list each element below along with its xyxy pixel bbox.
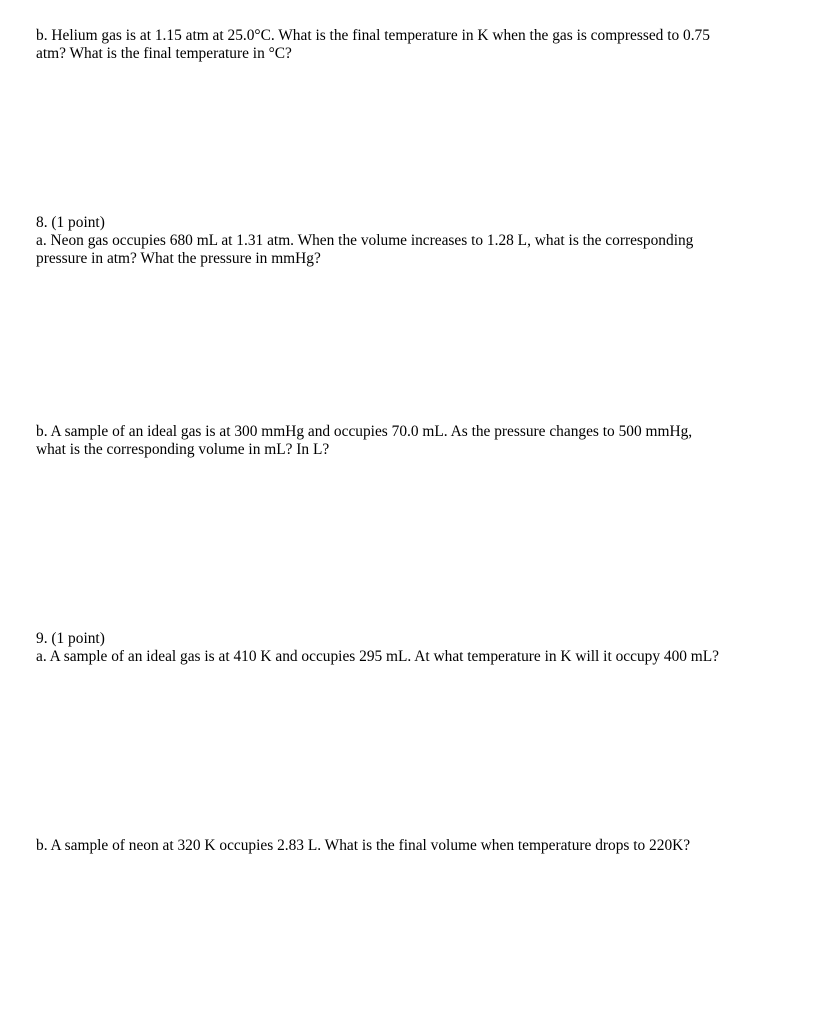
question-8a [36,232,796,268]
question-7b [36,27,796,63]
question-8a-line-2: pressure in atm? What the pressure in mmHg? [36,250,321,267]
question-8b-line-1: b. A sample of an ideal gas is at 300 mmHg and occupies 70.0 mL. As the pressure changes to 500 mmHg, [36,423,693,440]
question-7b-line-2: atm? What is the final temperature in °C? [36,45,292,62]
question-9b [36,837,796,855]
question-7b-line-1: b. Helium gas is at 1.15 atm at 25.0°C. What is the final temperature in K when the gas is compressed to 0.75 [36,27,710,44]
question-8-title: 8. (1 point) [36,214,105,231]
question-8b [36,423,796,459]
question-8b-line-2: what is the corresponding volume in mL? In L? [36,441,330,458]
question-9a-line-1: a. A sample of an ideal gas is at 410 K and occupies 295 mL. At what temperature in K will it occupy 400 mL? [36,648,720,665]
question-8a-line-1: a. Neon gas occupies 680 mL at 1.31 atm. When the volume increases to 1.28 L, what is the corresponding [36,232,694,249]
question-9b-line-1: b. A sample of neon at 320 K occupies 2.83 L. What is the final volume when temperature drops to 220K? [36,837,691,854]
question-9-header [36,630,796,648]
question-9-title: 9. (1 point) [36,630,105,647]
question-9a [36,648,796,666]
question-8-header [36,214,796,232]
